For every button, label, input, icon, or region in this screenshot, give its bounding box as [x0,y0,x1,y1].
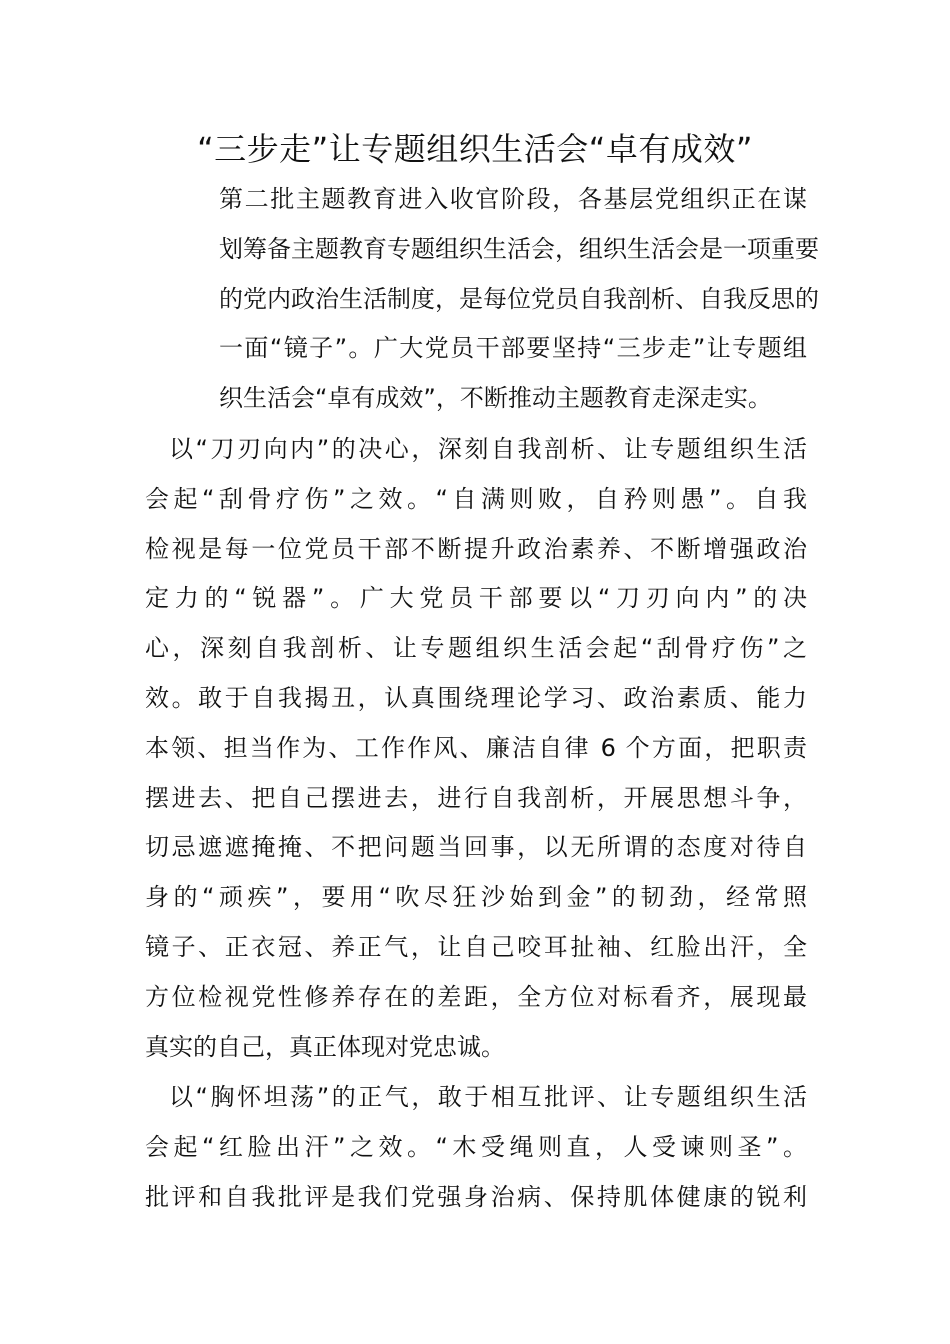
text-line: 第二批主题教育进入收官阶段，各基层党组织正在谋 [219,185,807,213]
paragraph-self-examination [145,425,807,1072]
text-line: 方位检视党性修养存在的差距，全方位对标看齐，展现最 [145,982,807,1011]
document-body [145,175,819,1223]
text-line: 本领、担当作为、工作作风、廉洁自律 6 个方面，把职责 [145,733,807,762]
text-line: 身的“顽疾”，要用“吹尽狂沙始到金”的韧劲，经常照 [145,883,807,912]
text-line: 批评和自我批评是我们党强身治病、保持肌体健康的锐利 [145,1182,807,1211]
text-line: 的党内政治生活制度，是每位党员自我剖析、自我反思的 [219,284,819,313]
text-line: 切忌遮遮掩掩、不把问题当回事，以无所谓的态度对待自 [145,833,807,862]
paragraph-criticism [145,1073,807,1222]
text-line: 定力的“锐器”。广大党员干部要以“刀刃向内”的决 [145,584,807,613]
text-line: 一面“镜子”。广大党员干部要坚持“三步走”让专题组 [219,334,807,363]
paragraph-intro [145,175,819,424]
document-title: “三步走”让专题组织生活会“卓有成效” [197,130,753,168]
text-line: 效。敢于自我揭丑，认真围绕理论学习、政治素质、能力 [145,683,807,712]
text-line: 织生活会“卓有成效”，不断推动主题教育走深走实。 [219,384,772,413]
text-line: 以“刀刃向内”的决心，深刻自我剖析、让专题组织生活 [169,434,807,463]
text-line: 会起“刮骨疗伤”之效。“自满则败，自矜则愚”。自我 [145,484,807,513]
text-line: 真实的自己，真正体现对党忠诚。 [145,1032,505,1061]
text-line: 心，深刻自我剖析、让专题组织生活会起“刮骨疗伤”之 [145,634,807,663]
text-line: 会起“红脸出汗”之效。“木受绳则直，人受谏则圣”。 [145,1133,807,1162]
text-line: 镜子、正衣冠、养正气，让自己咬耳扯袖、红脸出汗，全 [145,932,807,961]
text-line: 以“胸怀坦荡”的正气，敢于相互批评、让专题组织生活 [169,1083,807,1112]
text-line: 摆进去、把自己摆进去，进行自我剖析，开展思想斗争， [145,783,807,812]
text-line: 划筹备主题教育专题组织生活会，组织生活会是一项重要 [219,234,819,263]
text-line: 检视是每一位党员干部不断提升政治素养、不断增强政治 [145,534,807,563]
